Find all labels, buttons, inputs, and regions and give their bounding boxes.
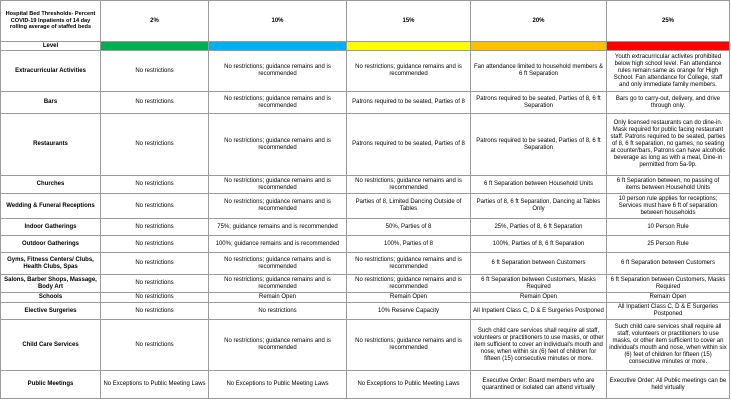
row-label: Restaurants xyxy=(1,114,101,176)
table-cell: Such child care services shall require all staff, volunteers or practitioners to use masks, or other item sufficient to cover an individual's mouth and nose, when within six (6) feet of children for fifteen (15) consecutive minutes or more. xyxy=(607,320,730,371)
table-row-public-meetings xyxy=(1,371,730,399)
table-row-elective-surgeries xyxy=(1,303,730,320)
table-cell: No Exceptions to Public Meeting Laws xyxy=(347,371,471,399)
table-row-restaurants xyxy=(1,114,730,176)
table-row-gyms xyxy=(1,253,730,275)
table-cell: No restrictions; guidance remains and is recommended xyxy=(209,92,347,114)
table-cell: No restrictions; guidance remains and is recommended xyxy=(209,320,347,371)
table-cell: Fan attendance limited to household members & 6 ft Separation xyxy=(471,51,607,92)
table-cell: No restrictions xyxy=(101,51,209,92)
table-cell: 100%, Parties of 8 xyxy=(347,236,471,253)
table-cell: No restrictions xyxy=(101,92,209,114)
level-swatch-yellow xyxy=(347,42,470,50)
level-swatch-blue xyxy=(209,42,346,50)
table-cell: No restrictions; guidance remains and is recommended xyxy=(209,253,347,275)
header-row xyxy=(1,1,730,42)
table-cell: No restrictions xyxy=(101,293,209,303)
table-cell: No restrictions xyxy=(101,114,209,176)
row-label: Salons, Barber Shops, Massage, Body Art xyxy=(1,275,101,293)
table-cell: No restrictions; guidance remains and is recommended xyxy=(209,114,347,176)
table-row-bars xyxy=(1,92,730,114)
table-cell: 10 Person Rule xyxy=(607,219,730,236)
row-label: Outdoor Gatherings xyxy=(1,236,101,253)
table-cell: 6 ft Separation between Customers xyxy=(471,253,607,275)
table-cell: All Inpatient Class C, D & E Surgeries Postponed xyxy=(607,303,730,320)
table-cell: No restrictions; guidance remains and is recommended xyxy=(209,51,347,92)
table-cell: Remain Open xyxy=(209,293,347,303)
table-cell: No restrictions; guidance remains and is recommended xyxy=(209,275,347,293)
table-cell: 10 person rule applies for receptions; Services must have 6 ft of separation between households xyxy=(607,194,730,219)
row-label: Indoor Gatherings xyxy=(1,219,101,236)
row-label: Churches xyxy=(1,176,101,194)
table-cell: No restrictions xyxy=(101,275,209,293)
table-cell: Patrons required to be seated, Parties of 8 xyxy=(347,92,471,114)
table-cell: 100%, Parties of 8, 6 ft Separation xyxy=(471,236,607,253)
table-cell: No restrictions xyxy=(101,236,209,253)
table-cell: Patrons required to be seated, Parties of 8 xyxy=(347,114,471,176)
table-cell: No restrictions; guidance remains and is recommended xyxy=(347,320,471,371)
table-cell: 6 ft Separation between Customers xyxy=(607,253,730,275)
table-cell: 6 ft Separation between Household Units xyxy=(471,176,607,194)
table-cell: 6 ft Separation between, no passing of items between Household Units xyxy=(607,176,730,194)
table-row-outdoor-gatherings xyxy=(1,236,730,253)
table-cell: No restrictions; guidance remains and is recommended xyxy=(347,275,471,293)
column-header-25: 25% xyxy=(607,1,730,42)
level-swatch-green xyxy=(101,42,208,50)
table-cell: 10% Reserve Capacity xyxy=(347,303,471,320)
row-label: Child Care Services xyxy=(1,320,101,371)
row-label: Bars xyxy=(1,92,101,114)
table-cell: No restrictions xyxy=(101,194,209,219)
table-cell: No Exceptions to Public Meeting Laws xyxy=(101,371,209,399)
table-cell: 25 Person Rule xyxy=(607,236,730,253)
table-cell: No restrictions xyxy=(101,176,209,194)
table-cell: Parties of 8, Limited Dancing Outside of Tables xyxy=(347,194,471,219)
row-label: Public Meetings xyxy=(1,371,101,399)
table-cell: Patrons required to be seated, Parties of 8, 6 ft Separation xyxy=(471,114,607,176)
table-cell: Such child care services shall require all staff, volunteers or practitioners to use masks, or other item sufficient to cover an individual's mouth and nose, when within six (6) feet of children for fifteen (15) consecutive minutes or more. xyxy=(471,320,607,371)
table-cell: Parties of 8, 6 ft Separation, Dancing at Tables Only xyxy=(471,194,607,219)
level-label: Level xyxy=(1,42,101,51)
row-label: Gyms, Fitness Centers/ Clubs, Health Clubs, Spas xyxy=(1,253,101,275)
column-header-2: 2% xyxy=(101,1,209,42)
row-label: Elective Surgeries xyxy=(1,303,101,320)
table-cell: 75%; guidance remains and is recommended xyxy=(209,219,347,236)
table-cell: No restrictions; guidance remains and is recommended xyxy=(347,176,471,194)
table-cell: 25%, Parties of 8, 6 ft Separation xyxy=(471,219,607,236)
table-cell: All Inpatient Class C, D & E Surgeries Postponed xyxy=(471,303,607,320)
table-row-salons xyxy=(1,275,730,293)
table-cell: 6 ft Separation between Customers, Masks Required xyxy=(471,275,607,293)
table-cell: No restrictions xyxy=(101,320,209,371)
table-row-weddings xyxy=(1,194,730,219)
table-cell: Bars go to carry-out, delivery, and drive through only. xyxy=(607,92,730,114)
column-header-10: 10% xyxy=(209,1,347,42)
row-label: Wedding & Funeral Receptions xyxy=(1,194,101,219)
table-cell: No restrictions; guidance remains and is recommended xyxy=(209,194,347,219)
table-cell: Patrons required to be seated, Parties of 8, 6 ft Separation xyxy=(471,92,607,114)
column-header-15: 15% xyxy=(347,1,471,42)
table-cell: Remain Open xyxy=(347,293,471,303)
row-label: Extracurricular Activities xyxy=(1,51,101,92)
level-swatch-orange xyxy=(471,42,606,50)
table-cell: 100%; guidance remains and is recommended xyxy=(209,236,347,253)
table-row-schools xyxy=(1,293,730,303)
table-cell: Remain Open xyxy=(607,293,730,303)
table-cell: No restrictions; guidance remains and is recommended xyxy=(209,176,347,194)
row-label: Schools xyxy=(1,293,101,303)
table-cell: No Exceptions to Public Meeting Laws xyxy=(209,371,347,399)
table-cell: Executive Order: All Public meetings can be held virtually xyxy=(607,371,730,399)
level-swatch-red xyxy=(607,42,729,50)
table-row-extracurricular xyxy=(1,51,730,92)
table-cell: Youth extracurricular activites prohibited below high school level. Fan attendance rules remain same as orange for High School. Fan attendance for College, staff and only immediate family members. xyxy=(607,51,730,92)
table-cell: No restrictions xyxy=(101,303,209,320)
table-cell: 50%, Parties of 8 xyxy=(347,219,471,236)
table-row-churches xyxy=(1,176,730,194)
table-cell: No restrictions xyxy=(101,219,209,236)
table-cell: No restrictions xyxy=(209,303,347,320)
table-cell: No restrictions xyxy=(101,253,209,275)
table-cell: Only licensed restaurants can do dine-in. Mask required for public facing restaurant staff. Patrons required to be seated, parties of 8, 6 ft separation, no games, no seating at counter/bars, Patrons can have alcoholic beverage as long as with a meal, Dine-in permitted from 5a-9p. xyxy=(607,114,730,176)
level-row xyxy=(1,42,730,51)
table-row-indoor-gatherings xyxy=(1,219,730,236)
table-row-child-care xyxy=(1,320,730,371)
threshold-title: Hospital Bed Thresholds- Percent COVID-19 Inpatients of 14 day rolling average of staffed beds xyxy=(1,1,101,42)
table-cell: No restrictions; guidance remains and is recommended xyxy=(347,51,471,92)
column-header-20: 20% xyxy=(471,1,607,42)
table-cell: No restrictions; guidance remains and is recommended xyxy=(347,253,471,275)
table-cell: 6 ft Separation between Customers, Masks Required xyxy=(607,275,730,293)
table-cell: Executive Order: Board members who are quarantined or isolated can attend virtually xyxy=(471,371,607,399)
table-cell: Remain Open xyxy=(471,293,607,303)
